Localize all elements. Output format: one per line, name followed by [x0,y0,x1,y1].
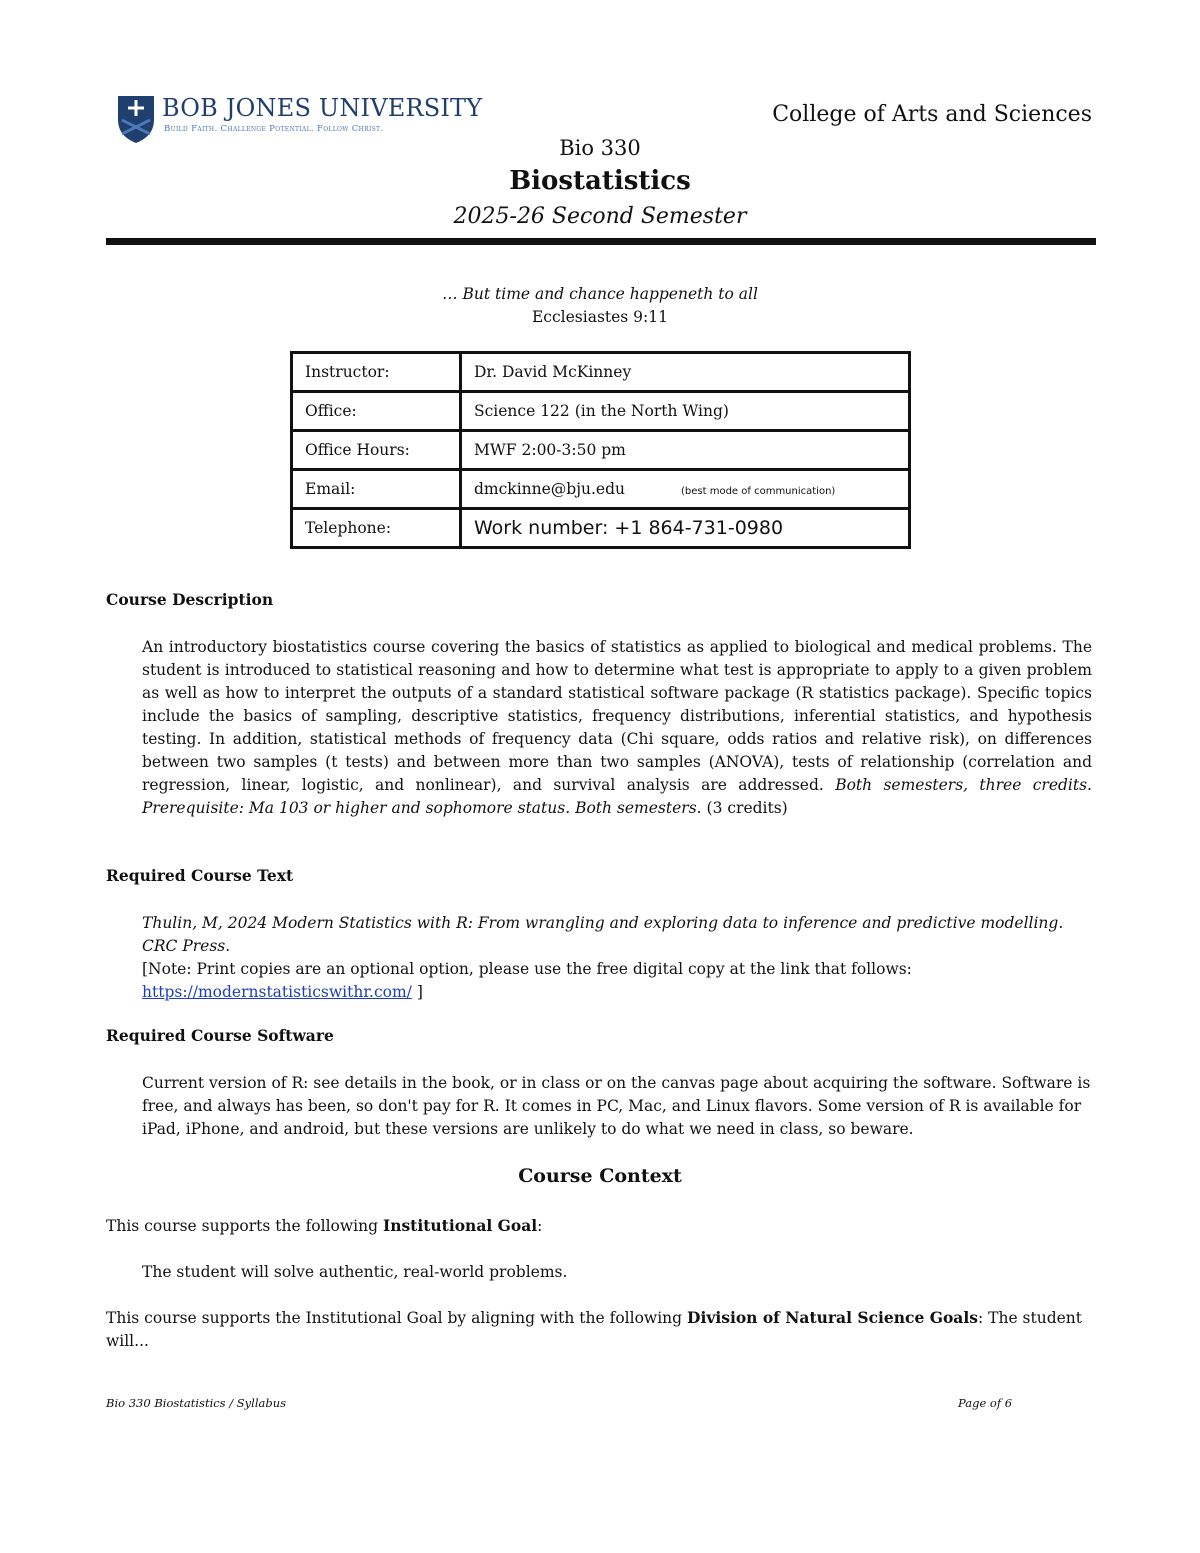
division-goals-intro [106,1306,1092,1353]
course-text-block [142,912,1092,1004]
course-description-text [142,636,1092,820]
university-tagline: Build Faith. Challenge Potential. Follow Christ. [164,124,384,134]
office-hours-value: MWF 2:00-3:50 pm [461,431,910,470]
textbook-citation: Thulin, M, 2024 Modern Statistics with R: From wrangling and exploring data to inference and predictive modelling. CRC Press. [142,914,1064,955]
college-name: College of Arts and Sciences [772,102,1092,127]
course-title: Biostatistics [509,166,691,196]
textbook-note-end: ] [416,983,423,1001]
textbook-link[interactable]: https://modernstatisticswithr.com/ [142,983,412,1001]
course-text-heading: Required Course Text [106,866,294,885]
email-link[interactable]: dmckinne@bju.edu [474,480,626,498]
university-name: BOB JONES UNIVERSITY [162,94,483,122]
course-software-text: Current version of R: see details in the book, or in class or on the canvas page about acquiring the software. Software is free, and always has been, so don't pay for R. It comes in PC, Mac, and Linux flavors. Some version of R is available for iPad, iPhone, and android, but these versions are unlikely to do what we need in class, so beware. [142,1074,1091,1138]
office-label: Office: [292,392,461,431]
instructor-info-table [290,351,911,549]
epigraph-quote: … But time and chance happeneth to all [442,285,758,303]
telephone-label: Telephone: [292,509,461,548]
course-description-heading: Course Description [106,590,274,609]
email-note: (best mode of communication) [681,486,836,497]
table-row [292,470,910,509]
division-goals-term: Division of Natural Science Goals [687,1308,978,1327]
description-body: An introductory biostatistics course covering the basics of statistics as applied to biological and medical problems. The student is introduced to statistical reasoning and how to determine what test is appropriate to apply to a given problem as well as how to interpret the outputs of a standard statistical software package (R statistics package). Specific topics include the basics of sampling, descriptive statistics, frequency distributions, inferential statistics, and hypothesis testing. In addition, statistical methods of frequency data (Chi square, odds ratios and relative risk), on differences between two samples (t tests) and between more than two samples (ANOVA), tests of relationship (correlation and regression, linear, logistic, and nonlinear), and survival analysis are addressed. [142,638,1092,794]
telephone-value: Work number: +1 864-731-0980 [474,517,784,539]
table-row [292,392,910,431]
course-number: Bio 330 [559,136,641,160]
instructor-value: Dr. David McKinney [461,353,910,392]
intro-prefix: This course supports the following [106,1217,383,1235]
intro-suffix: : [537,1217,543,1235]
epigraph-citation: Ecclesiastes 9:11 [531,308,668,326]
header-divider [106,238,1096,245]
division-suffix: : The student will... [106,1309,1083,1350]
institutional-goal-term: Institutional Goal [382,1216,538,1235]
table-row [292,431,910,470]
email-cell [461,470,910,509]
footer-title: Bio 330 Biostatistics / Syllabus [106,1396,287,1410]
course-software-heading: Required Course Software [106,1026,334,1045]
institutional-goal-intro [106,1214,1092,1238]
textbook-note: [Note: Print copies are an optional option, please use the free digital copy at the link that follows: [142,960,912,978]
footer-page-number: Page of 6 [958,1396,1013,1410]
office-value: Science 122 (in the North Wing) [461,392,910,431]
email-label: Email: [292,470,461,509]
institutional-goal-text: The student will solve authentic, real-world problems. [142,1263,568,1281]
semester: 2025-26 Second Semester [453,204,747,229]
course-context-heading: Course Context [518,1165,682,1187]
table-row [292,509,910,548]
telephone-cell [461,509,910,548]
description-credits: (3 credits) [706,799,788,817]
division-prefix: This course supports the Institutional Goal by aligning with the following [106,1309,687,1327]
office-hours-label: Office Hours: [292,431,461,470]
table-row [292,353,910,392]
instructor-label: Instructor: [292,353,461,392]
description-terms: Both semesters, three credits. Prerequisite: Ma 103 or higher and sophomore status. Both semesters. [142,776,1092,817]
